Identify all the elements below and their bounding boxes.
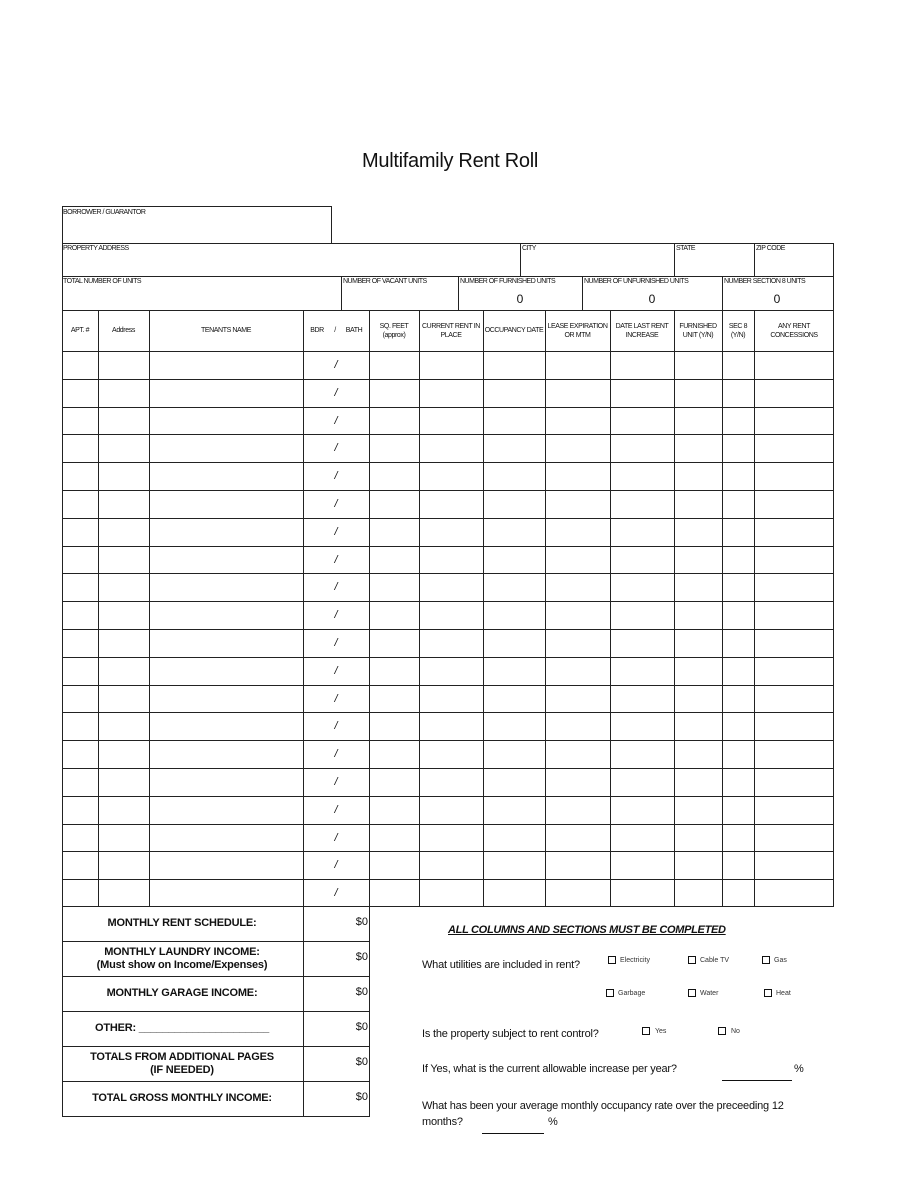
bdr-bath-slash: / bbox=[334, 665, 338, 677]
monthly-rent-schedule-label: MONTHLY RENT SCHEDULE: bbox=[107, 917, 257, 929]
rent-control-yes-checkbox[interactable] bbox=[642, 1027, 650, 1035]
rent-control-question: Is the property subject to rent control? bbox=[422, 1028, 599, 1040]
other-income-label: OTHER: ______________________ bbox=[94, 1022, 269, 1034]
monthly-garage-income-label: MONTHLY GARAGE INCOME: bbox=[106, 987, 258, 999]
bdr-bath-slash: / bbox=[334, 609, 338, 621]
bdr-bath-slash: / bbox=[334, 637, 338, 649]
allowable-increase-input[interactable] bbox=[722, 1080, 792, 1081]
monthly-laundry-income-label: MONTHLY LAUNDRY INCOME: (Must show on Income/Expenses) bbox=[96, 945, 268, 971]
column-header-lease-expiration: LEASE EXPIRATION OR MTM bbox=[547, 322, 608, 339]
occupancy-rate-percent: % bbox=[548, 1116, 558, 1128]
page-title: Multifamily Rent Roll bbox=[362, 150, 538, 172]
property-address-row bbox=[62, 243, 834, 277]
bdr-bath-slash: / bbox=[334, 693, 338, 705]
garbage-checkbox[interactable] bbox=[606, 989, 614, 997]
bdr-bath-slash: / bbox=[334, 442, 338, 454]
bdr-bath-slash: / bbox=[334, 804, 338, 816]
city-label: CITY bbox=[522, 245, 536, 252]
rent-control-no-checkbox[interactable] bbox=[718, 1027, 726, 1035]
zip-code-label: ZIP CODE bbox=[756, 245, 785, 252]
state-label: STATE bbox=[676, 245, 696, 252]
gas-checkbox[interactable] bbox=[762, 956, 770, 964]
cable-tv-label: Cable TV bbox=[700, 957, 730, 964]
borrower-guarantor-label: BORROWER / GUARANTOR bbox=[63, 209, 146, 216]
column-header-sq-feet: SQ. FEET (approx) bbox=[379, 322, 409, 339]
total-gross-monthly-income-value[interactable]: $0 bbox=[355, 1091, 368, 1103]
bdr-bath-slash: / bbox=[334, 859, 338, 871]
totals-additional-pages-value[interactable]: $0 bbox=[355, 1056, 368, 1068]
electricity-label: Electricity bbox=[620, 957, 650, 964]
utilities-question: What utilities are included in rent? bbox=[422, 959, 580, 971]
heat-label: Heat bbox=[776, 990, 791, 997]
section8-units-label: NUMBER SECTION 8 UNITS bbox=[724, 278, 806, 285]
rent-control-yes-label: Yes bbox=[655, 1028, 667, 1035]
column-header-address: Address bbox=[112, 327, 135, 334]
bdr-bath-slash: / bbox=[334, 748, 338, 760]
bdr-bath-separator: / bbox=[334, 327, 336, 334]
allowable-increase-percent: % bbox=[794, 1063, 804, 1075]
property-address-label: PROPERTY ADDRESS bbox=[63, 245, 129, 252]
monthly-laundry-income-value[interactable]: $0 bbox=[355, 951, 368, 963]
section8-units-value: 0 bbox=[773, 292, 781, 306]
allowable-increase-question: If Yes, what is the current allowable increase per year? bbox=[422, 1063, 677, 1075]
furnished-units-label: NUMBER OF FURNISHED UNITS bbox=[460, 278, 556, 285]
occupancy-question-line1: What has been your average monthly occupancy rate over the preceeding 12 bbox=[422, 1100, 784, 1112]
bdr-bath-slash: / bbox=[334, 415, 338, 427]
column-header-date-last-rent-increase: DATE LAST RENT INCREASE bbox=[615, 322, 669, 339]
unfurnished-units-label: NUMBER OF UNFURNISHED UNITS bbox=[584, 278, 689, 285]
water-label: Water bbox=[700, 990, 719, 997]
vacant-units-label: NUMBER OF VACANT UNITS bbox=[343, 278, 427, 285]
column-header-occupancy-date: OCCUPANCY DATE bbox=[484, 327, 544, 334]
electricity-checkbox[interactable] bbox=[608, 956, 616, 964]
bdr-bath-slash: / bbox=[334, 387, 338, 399]
bdr-bath-slash: / bbox=[334, 498, 338, 510]
column-header-bath: BATH bbox=[345, 327, 363, 334]
monthly-rent-schedule-value[interactable]: $0 bbox=[355, 916, 368, 928]
column-header-furnished-unit: FURNISHED UNIT (Y/N) bbox=[679, 322, 717, 339]
gas-label: Gas bbox=[774, 957, 787, 964]
bdr-bath-slash: / bbox=[334, 887, 338, 899]
bdr-bath-slash: / bbox=[334, 359, 338, 371]
bdr-bath-slash: / bbox=[334, 832, 338, 844]
column-header-sec8: SEC 8 (Y/N) bbox=[728, 322, 748, 339]
column-header-rent-concessions: ANY RENT CONCESSIONS bbox=[770, 322, 818, 339]
furnished-units-value: 0 bbox=[516, 292, 524, 306]
bdr-bath-slash: / bbox=[334, 526, 338, 538]
column-header-bdr: BDR bbox=[310, 327, 324, 334]
rent-control-no-label: No bbox=[731, 1028, 740, 1035]
bdr-bath-slash: / bbox=[334, 554, 338, 566]
occupancy-rate-input[interactable] bbox=[482, 1133, 544, 1134]
heat-checkbox[interactable] bbox=[764, 989, 772, 997]
bdr-bath-slash: / bbox=[334, 720, 338, 732]
total-gross-monthly-income-label: TOTAL GROSS MONTHLY INCOME: bbox=[92, 1092, 272, 1104]
cable-tv-checkbox[interactable] bbox=[688, 956, 696, 964]
column-header-current-rent: CURRENT RENT IN PLACE bbox=[422, 322, 480, 339]
bdr-bath-slash: / bbox=[334, 470, 338, 482]
column-header-tenants-name: TENANTS NAME bbox=[200, 327, 252, 334]
units-row bbox=[62, 276, 834, 311]
total-units-label: TOTAL NUMBER OF UNITS bbox=[63, 278, 142, 285]
rent-roll-table bbox=[62, 310, 834, 907]
monthly-garage-income-value[interactable]: $0 bbox=[355, 986, 368, 998]
column-header-apt-number: APT. # bbox=[70, 327, 90, 334]
bdr-bath-slash: / bbox=[334, 776, 338, 788]
must-complete-notice: ALL COLUMNS AND SECTIONS MUST BE COMPLETED bbox=[448, 924, 726, 936]
other-income-value[interactable]: $0 bbox=[355, 1021, 368, 1033]
occupancy-question-line2: months? bbox=[422, 1116, 463, 1128]
totals-additional-pages-label: TOTALS FROM ADDITIONAL PAGES (IF NEEDED) bbox=[90, 1050, 274, 1076]
unfurnished-units-value: 0 bbox=[648, 292, 656, 306]
bdr-bath-slash: / bbox=[334, 581, 338, 593]
water-checkbox[interactable] bbox=[688, 989, 696, 997]
garbage-label: Garbage bbox=[618, 990, 646, 997]
